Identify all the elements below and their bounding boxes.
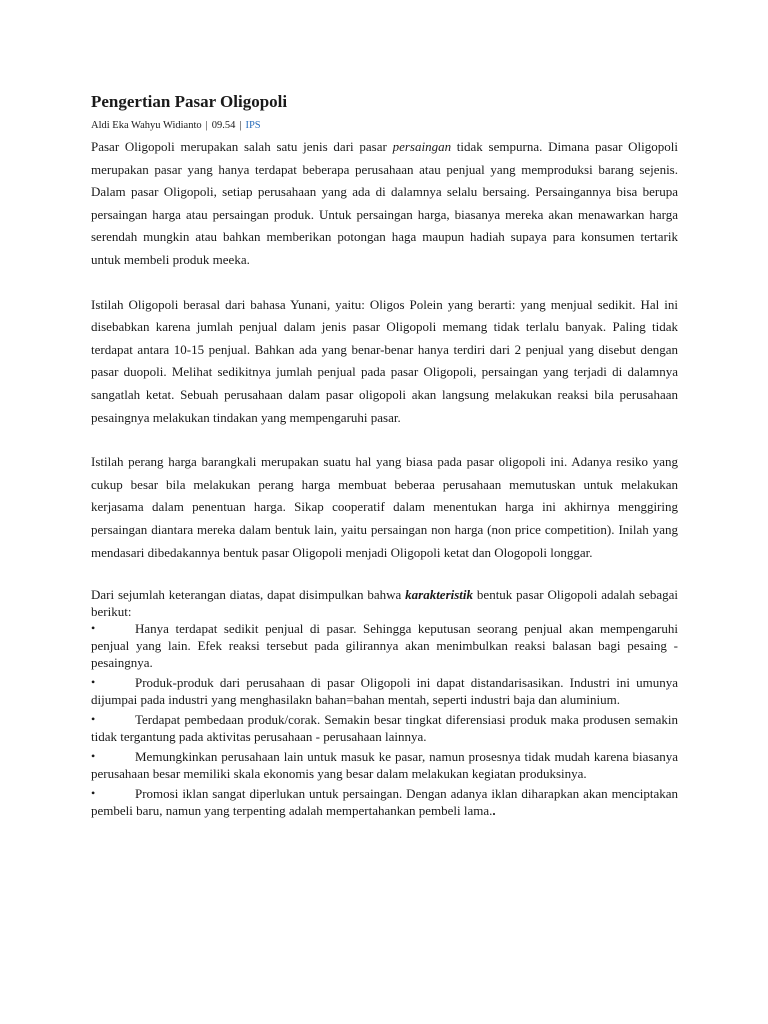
list-item [91, 785, 678, 819]
bullet-icon: • [91, 675, 96, 690]
list-item-text: Hanya terdapat sedikit penjual di pasar. Sehingga keputusan seorang penjual akan mempengaruhi penjual yang lain. Efek reaksi tersebut pada gilirannya akan menimbulkan reaksi balasan bagi pesaing - pesaingnya. [91, 621, 678, 671]
article-meta [91, 119, 678, 133]
paragraph-4-start: Dari sejumlah keterangan diatas, dapat disimpulkan bahwa [91, 587, 406, 603]
bullet-icon: • [91, 786, 96, 801]
final-period: . [492, 803, 496, 819]
paragraph-1-emphasis: persaingan [392, 139, 452, 154]
paragraph-gap [91, 272, 678, 294]
paragraph-gap [91, 564, 678, 586]
bullet-icon: • [91, 749, 96, 764]
category-link[interactable]: IPS [245, 120, 261, 131]
paragraph-4 [91, 586, 678, 620]
paragraph-gap [91, 429, 678, 451]
paragraph-3: Istilah perang harga barangkali merupakan suatu hal yang biasa pada pasar oligopoli ini. Adanya resiko yang cukup besar bila melakukan perang harga membuat beberaa perusahaan memutuskan untuk melakukan kerjasama dalam penentuan harga. Sikap cooperatif dalam menentukan harga ini akhirnya menggiring persaingan diantara mereka dalam bentuk lain, yaitu persaingan non harga (non price competition). Inilah yang mendasari dibedakannya bentuk pasar Oligopoli menjadi Oligopoli ketat dan Ologopoli longgar. [91, 454, 678, 560]
list-item-text: Promosi iklan sangat diperlukan untuk persaingan. Dengan adanya iklan diharapkan akan menciptakan pembeli baru, namun yang terpenting adalah mempertahankan pembeli lama. [91, 786, 678, 819]
list-item-text: Terdapat pembedaan produk/corak. Semakin besar tingkat diferensiasi produk maka produsen semakin tidak tergantung pada aktivitas perusahaan - perusahaan lainnya. [91, 712, 678, 745]
list-item-text: Produk-produk dari perusahaan di pasar Oligopoli ini dapat distandarisasikan. Industri ini umunya dijumpai pada industri yang menghasilakn bahan=bahan mentah, seperti industri baja dan aluminium. [91, 675, 678, 708]
paragraph-4-end: bentuk pasar Oligopoli adalah sebagai berikut: [91, 587, 678, 620]
meta-separator: | [205, 120, 208, 131]
author-name[interactable]: Aldi Eka Wahyu Widianto [91, 120, 202, 131]
list-item [91, 748, 678, 782]
list-item [91, 711, 678, 745]
post-time[interactable]: 09.54 [211, 120, 236, 131]
paragraph-2: Istilah Oligopoli berasal dari bahasa Yunani, yaitu: Oligos Polein yang berarti: yang menjual sedikit. Hal ini disebabkan karena jumlah penjual dalam jenis pasar Oligopoli memang tidak terlalu banyak. Paling tidak terdapat antara 10-15 penjual. Bahkan ada yang benar-benar hanya terdiri dari 2 penjual yang disebut dengan pasar duopoli. Melihat sedikitnya jumlah penjual pada pasar Oligopoli, persaingan yang terjadi di dalamnya sangatlah ketat. Sebuah perusahaan dalam pasar oligopoli akan langsung melakukan reaksi bila perusahaan pesaingnya melakukan tindakan yang mempengaruhi pasar. [91, 296, 678, 425]
list-item-text: Memungkinkan perusahaan lain untuk masuk ke pasar, namun prosesnya tidak mudah karena biasanya perusahaan besar memiliki skala ekonomis yang besar dalam melakukan kegiatan produksinya. [91, 749, 678, 782]
characteristics-list [91, 620, 678, 819]
meta-separator: | [239, 120, 242, 131]
article-title: Pengertian Pasar Oligopoli [91, 92, 288, 111]
list-item [91, 674, 678, 708]
paragraph-1-end: tidak sempurna. Dimana pasar Oligopoli merupakan pasar yang hanya terdapat beberapa perusahaan atau penjual yang memproduksi barang sejenis. Dalam pasar Oligopoli, setiap perusahaan yang ada di dalamnya selalu bersaing. Persaingannya bisa berupa persaingan harga atau persaingan produk. Untuk persaingan harga, biasanya mereka akan menawarkan harga serendah mungkin atau bahkan memberikan potongan haga maupun hadiah supaya para konsumen tertarik untuk membeli produk meeka. [91, 139, 678, 267]
paragraph-4-emphasis: karakteristik [405, 587, 474, 603]
bullet-icon: • [91, 621, 96, 636]
paragraph-1 [91, 136, 678, 272]
list-item [91, 620, 678, 671]
bullet-icon: • [91, 712, 96, 727]
paragraph-1-start: Pasar Oligopoli merupakan salah satu jenis dari pasar [91, 139, 393, 154]
